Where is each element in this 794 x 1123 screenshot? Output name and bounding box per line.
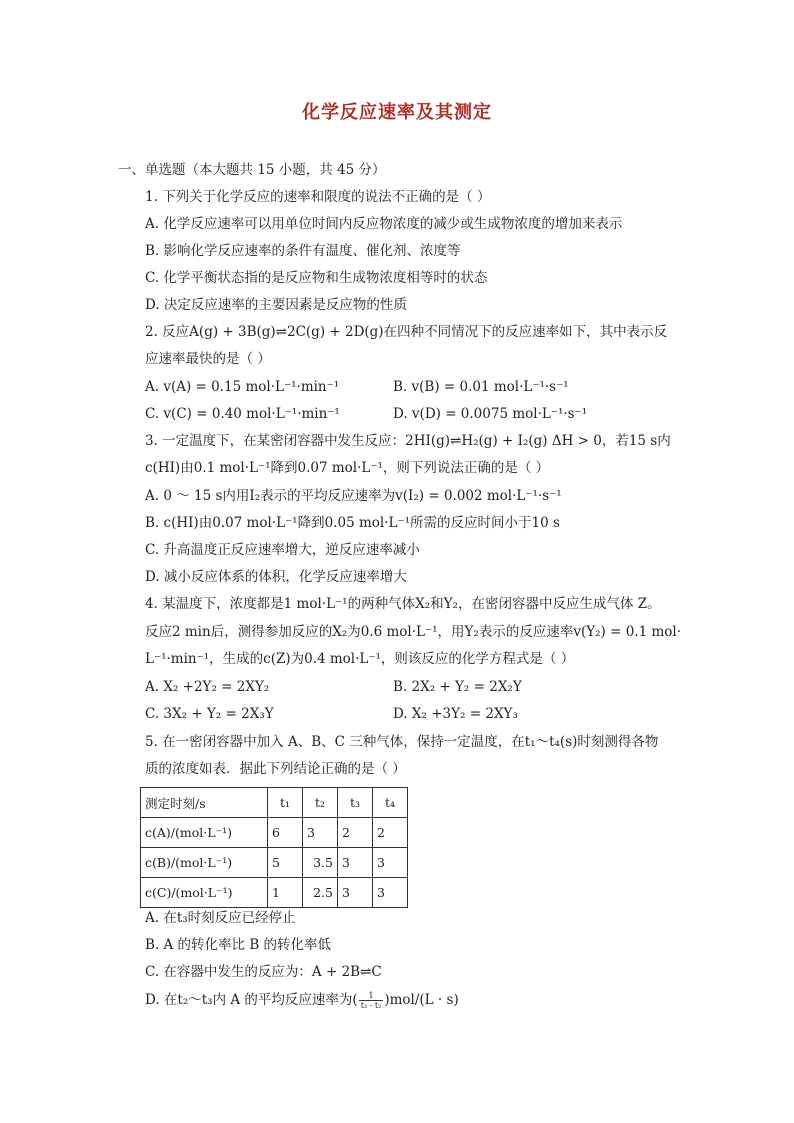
q1-option-a: A. 化学反应速率可以用单位时间内反应物浓度的减少或生成物浓度的增加来表示 <box>145 216 623 232</box>
q3-option-a: A. 0 ～ 15 s内用I₂表示的平均反应速率为v(I₂) = 0.002 mol·L⁻¹·s⁻¹ <box>145 488 562 504</box>
q1-option-c: C. 化学平衡状态指的是反应物和生成物浓度相等时的状态 <box>145 270 488 286</box>
table-cell: 3.5 <box>303 848 338 878</box>
q5-option-d <box>145 990 459 1010</box>
q4-option-d: D. X₂ +3Y₂ = 2XY₃ <box>393 706 518 722</box>
q1-option-d: D. 决定反应速率的主要因素是反应物的性质 <box>145 297 407 313</box>
table-cell: 3 <box>303 818 338 848</box>
q4-option-c: C. 3X₂ + Y₂ = 2X₃Y <box>145 706 274 722</box>
section-heading: 一、单选题（本大题共 15 小题，共 45 分） <box>118 162 386 178</box>
table-header-cell: t₂ <box>303 788 338 818</box>
page-title: 化学反应速率及其测定 <box>302 102 492 123</box>
table-cell: c(B)/(mol·L⁻¹) <box>141 848 268 878</box>
q2-option-d: D. v(D) = 0.0075 mol·L⁻¹·s⁻¹ <box>393 406 588 422</box>
q4-stem-line3: L⁻¹·min⁻¹，生成的c(Z)为0.4 mol·L⁻¹，则该反应的化学方程式是（ ） <box>145 651 575 667</box>
table-cell: 6 <box>268 818 303 848</box>
table-row <box>141 848 408 878</box>
q3-option-c: C. 升高温度正反应速率增大，逆反应速率减小 <box>145 542 420 558</box>
table-cell: 2 <box>338 818 373 848</box>
table-cell: 2 <box>373 818 408 848</box>
q3-option-d: D. 减小反应体系的体积，化学反应速率增大 <box>145 569 407 585</box>
q1-option-b: B. 影响化学反应速率的条件有温度、催化剂、浓度等 <box>145 243 461 259</box>
q2-stem-line2: 应速率最快的是（ ） <box>145 351 271 367</box>
table-cell: c(C)/(mol·L⁻¹) <box>141 878 268 908</box>
q3-stem-line1: 3. 一定温度下，在某密闭容器中发生反应：2HI(g)⇌H₂(g) + I₂(g) ΔH > 0，若15 s内 <box>145 433 671 449</box>
q5-option-d-prefix: D. 在t₂～t₃内 A 的平均反应速率为( <box>145 992 358 1008</box>
table-cell: 3 <box>373 878 408 908</box>
q3-stem-line2: c(HI)由0.1 mol·L⁻¹降到0.07 mol·L⁻¹，则下列说法正确的是（ ） <box>145 460 550 476</box>
concentration-table <box>140 787 408 908</box>
q5-option-d-suffix: )mol/(L · s) <box>384 992 459 1008</box>
q4-stem-line1: 4. 某温度下，浓度都是1 mol·L⁻¹的两种气体X₂和Y₂，在密闭容器中反应生成气体 Z。 <box>145 596 661 612</box>
q5-stem-line1: 5. 在一密闭容器中加入 A、B、C 三种气体，保持一定温度，在t₁～t₄(s)时刻测得各物 <box>145 734 659 750</box>
q5-stem-line2: 质的浓度如表．据此下列结论正确的是（ ） <box>145 761 406 777</box>
q1-stem: 1. 下列关于化学反应的速率和限度的说法不正确的是（ ） <box>145 189 491 205</box>
fraction-numerator: 1 <box>359 991 384 1001</box>
q4-option-a: A. X₂ +2Y₂ = 2XY₂ <box>145 679 270 695</box>
table-cell: 5 <box>268 848 303 878</box>
q2-option-a: A. v(A) = 0.15 mol·L⁻¹·min⁻¹ <box>145 379 340 395</box>
table-header-cell: t₁ <box>268 788 303 818</box>
q2-option-b: B. v(B) = 0.01 mol·L⁻¹·s⁻¹ <box>393 379 569 395</box>
table-cell: 3 <box>338 878 373 908</box>
table-cell: 1 <box>268 878 303 908</box>
table-cell: 2.5 <box>303 878 338 908</box>
table-header-cell: 测定时刻/s <box>141 788 268 818</box>
q2-stem-line1: 2. 反应A(g) + 3B(g)⇌2C(g) + 2D(g)在四种不同情况下的反应速率如下，其中表示反 <box>145 324 668 340</box>
table-row <box>141 818 408 848</box>
q5-option-b: B. A 的转化率比 B 的转化率低 <box>145 937 332 953</box>
table-header-row <box>141 788 408 818</box>
q5-option-a: A. 在t₃时刻反应已经停止 <box>145 910 296 926</box>
q3-option-b: B. c(HI)由0.07 mol·L⁻¹降到0.05 mol·L⁻¹所需的反应时间小于10 s <box>145 515 560 531</box>
q2-option-c: C. v(C) = 0.40 mol·L⁻¹·min⁻¹ <box>145 406 340 422</box>
table-row <box>141 878 408 908</box>
q4-option-b: B. 2X₂ + Y₂ = 2X₂Y <box>393 679 522 695</box>
table-header-cell: t₃ <box>338 788 373 818</box>
q5-option-c: C. 在容器中发生的反应为：A + 2B⇌C <box>145 964 382 980</box>
table-cell: 3 <box>373 848 408 878</box>
table-cell: c(A)/(mol·L⁻¹) <box>141 818 268 848</box>
q4-stem-line2: 反应2 min后，测得参加反应的X₂为0.6 mol·L⁻¹，用Y₂表示的反应速率v(Y₂) = 0.1 mol· <box>145 624 682 640</box>
fraction <box>359 991 384 1010</box>
table-cell: 3 <box>338 848 373 878</box>
fraction-denominator: t₃ - t₂ <box>360 1001 382 1010</box>
table-header-cell: t₄ <box>373 788 408 818</box>
